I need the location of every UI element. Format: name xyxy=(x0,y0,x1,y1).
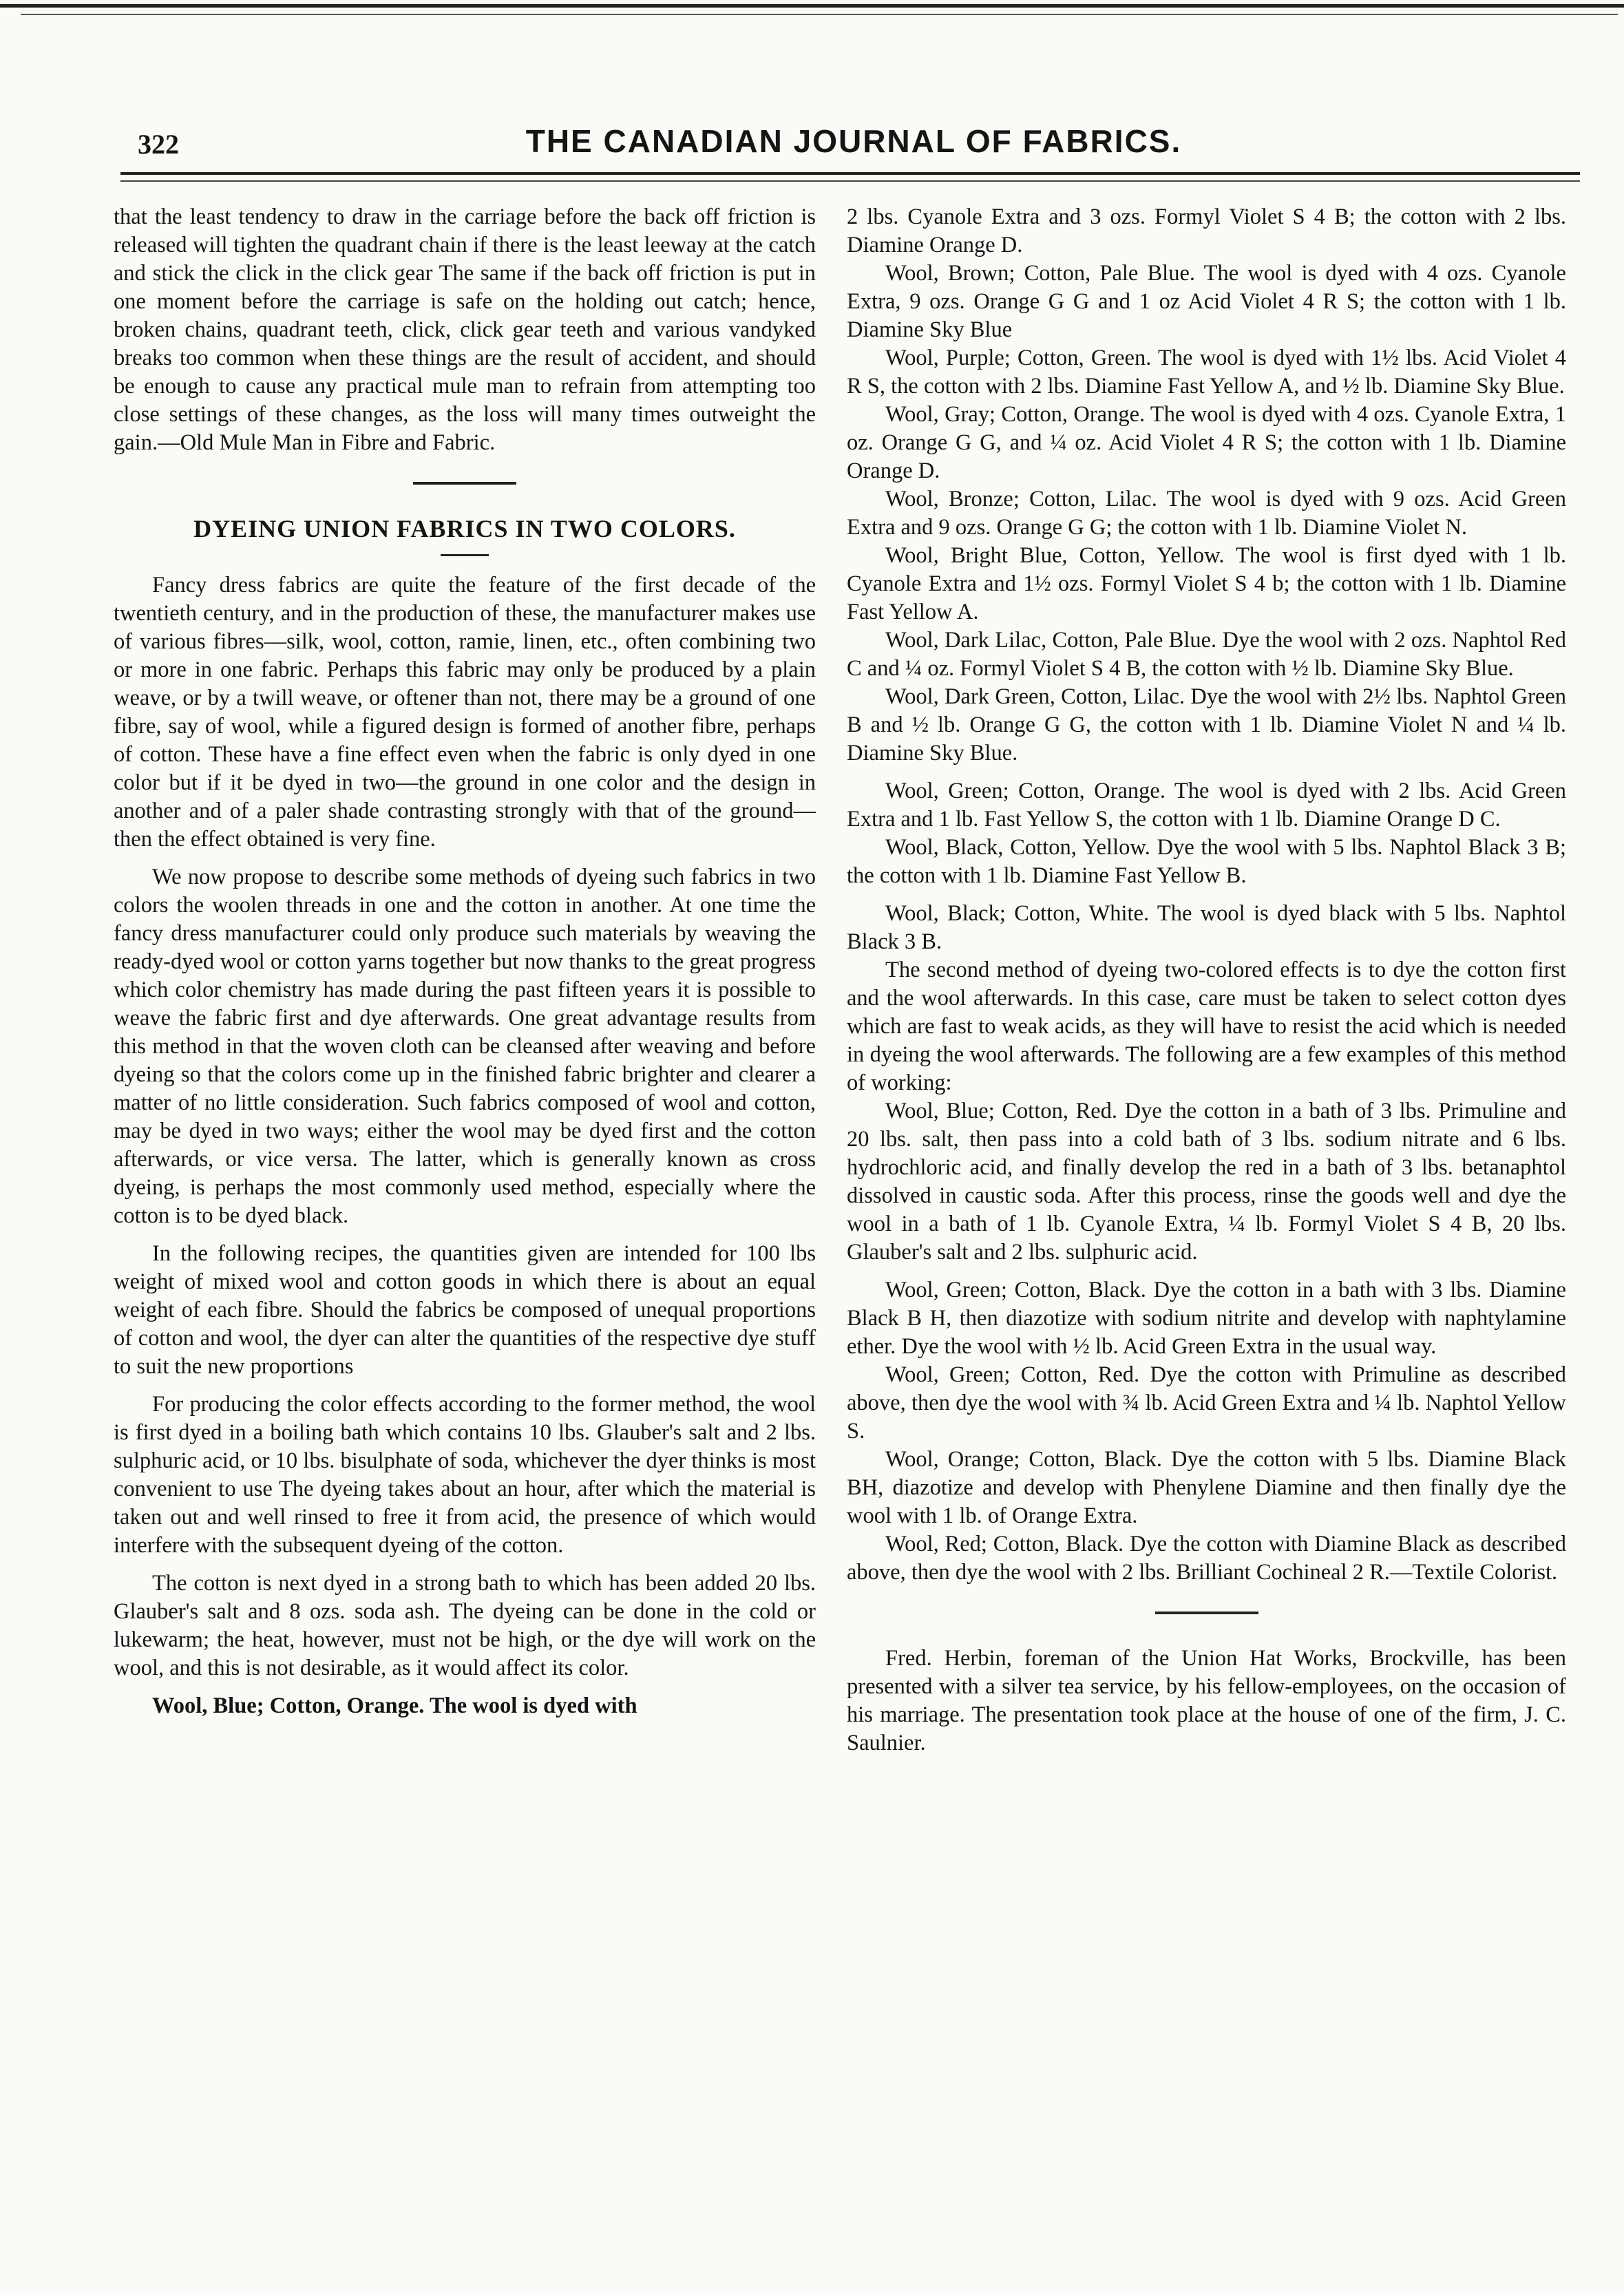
recipe-paragraph: Wool, Green; Cotton, Red. Dye the cotton with Primuline as described above, then dye the wool with ¾ lb. Acid Green Extra and ¼ lb. Naphtol Yellow S. xyxy=(847,1362,1566,1444)
recipe-paragraph: Wool, Black; Cotton, White. The wool is dyed black with 5 lbs. Naphtol Black 3 B. xyxy=(847,901,1566,954)
article-title: DYEING UNION FABRICS IN TWO COLORS. xyxy=(193,515,736,542)
recipe-paragraph: Wool, Purple; Cotton, Green. The wool is dyed with 1½ lbs. Acid Violet 4 R S, the cotton with 2 lbs. Diamine Fast Yellow A, and ½ lb. Diamine Sky Blue. xyxy=(847,346,1566,399)
page-header xyxy=(138,123,1570,178)
method-paragraph: The second method of dyeing two-colored effects is to dye the cotton first and the wool afterwards. In this case, care must be taken to select cotton dyes which are fast to weak acids, as they will have to resist the acid which is needed in dyeing the wool afterwards. The following are a few examples of this method of working: xyxy=(847,958,1566,1095)
recipe-paragraph: Wool, Bronze; Cotton, Lilac. The wool is dyed with 9 ozs. Acid Green Extra and 9 ozs. Orange G G; the cotton with 1 lb. Diamine Violet N. xyxy=(847,487,1566,540)
recipe-lead-line: Wool, Blue; Cotton, Orange. The wool is dyed with xyxy=(152,1693,637,1718)
intro-paragraph: that the least tendency to draw in the carriage before the back off friction is released will tighten the quadrant chain if there is the least leeway at the catch and stick the click in the click gear The same if the back off friction is put in one moment before the carriage is safe on the holding out catch; hence, broken chains, quadrant teeth, click, click gear teeth and various vandyked breaks too common when these things are the result of accident, and should be enough to cause any practical mule man to refrain from attempting too close settings of these changes, as the loss will many times outweight the gain.—Old Mule Man in Fibre and Fabric. xyxy=(114,204,816,455)
page-number: 322 xyxy=(138,129,179,160)
header-rule xyxy=(120,172,1580,175)
news-note: Fred. Herbin, foreman of the Union Hat Works, Brockville, has been presented with a silver tea service, by his fellow-employees, on the occasion of his marriage. The presentation took place at the house of one of the firm, J. C. Saulnier. xyxy=(847,1646,1566,1755)
title-separator xyxy=(441,554,489,556)
recipe-paragraph: Wool, Bright Blue, Cotton, Yellow. The wool is first dyed with 1 lb. Cyanole Extra and 1½ ozs. Formyl Violet S 4 b; the cotton with 1 lb. Diamine Fast Yellow A. xyxy=(847,543,1566,624)
recipe-paragraph: Wool, Green; Cotton, Orange. The wool is dyed with 2 lbs. Acid Green Extra and 1 lb. Fast Yellow S, the cotton with 1 lb. Diamine Orange D C. xyxy=(847,779,1566,832)
recipe-paragraph: Wool, Red; Cotton, Black. Dye the cotton with Diamine Black as described above, then dye the wool with 2 lbs. Brilliant Cochineal 2 R.—Textile Colorist. xyxy=(847,1532,1566,1585)
left-column xyxy=(114,203,816,1720)
recipe-paragraph: Wool, Green; Cotton, Black. Dye the cotton in a bath with 3 lbs. Diamine Black B H, then diazotize with sodium nitrite and develop with naphtylamine ether. Dye the wool with ½ lb. Acid Green Extra in the usual way. xyxy=(847,1278,1566,1359)
recipe-paragraph: Wool, Dark Lilac, Cotton, Pale Blue. Dye the wool with 2 ozs. Naphtol Red C and ¼ oz. Formyl Violet S 4 B, the cotton with ½ lb. Diamine Sky Blue. xyxy=(847,628,1566,681)
journal-title: THE CANADIAN JOURNAL OF FABRICS. xyxy=(525,123,1182,159)
body-paragraph: The cotton is next dyed in a strong bath to which has been added 20 lbs. Glauber's salt and 8 ozs. soda ash. The dyeing can be done in the cold or lukewarm; the heat, however, must not be high, or the dye will work on the wool, and this is not desirable, as it would affect its color. xyxy=(114,1571,816,1680)
recipe-paragraph: Wool, Blue; Cotton, Red. Dye the cotton in a bath of 3 lbs. Primuline and 20 lbs. salt, then pass into a cold bath of 3 lbs. sodium nitrate and 6 lbs. hydrochloric acid, and finally develop the red in a bath of 3 lbs. betanaphtol dissolved in caustic soda. After this process, rinse the goods well and dye the wool in a bath of 1 lb. Cyanole Extra, ¼ lb. Formyl Violet S 4 B, 20 lbs. Glauber's salt and 2 lbs. sulphuric acid. xyxy=(847,1099,1566,1265)
recipe-paragraph: Wool, Orange; Cotton, Black. Dye the cotton with 5 lbs. Diamine Black BH, diazotize and develop with Phenylene Diamine and then finally dye the wool with 1 lb. of Orange Extra. xyxy=(847,1447,1566,1528)
right-column xyxy=(847,203,1566,1757)
section-separator xyxy=(1155,1612,1258,1614)
body-paragraph: We now propose to describe some methods of dyeing such fabrics in two colors the woolen threads in one and the cotton in another. At one time the fancy dress manufacturer could only produce such materials by weaving the ready-dyed wool or cotton yarns together but now thanks to the great progress which color chemistry has made during the past fifteen years it is possible to weave the fabric first and dye afterwards. One great advantage results from this method in that the woven cloth can be cleansed after weaving and before dyeing so that the colors come up in the finished fabric brighter and clearer a matter of no little consideration. Such fabrics composed of wool and cotton, may be dyed in two ways; either the wool may be dyed first and the cotton afterwards, or vice versa. The latter, which is generally known as cross dyeing, is perhaps the most commonly used method, especially where the cotton is to be dyed black. xyxy=(114,865,816,1228)
body-paragraph: For producing the color effects according to the former method, the wool is first dyed in a boiling bath which contains 10 lbs. Glauber's salt and 2 lbs. sulphuric acid, or 10 lbs. bisulphate of soda, whichever the dyer thinks is most convenient to use The dyeing takes about an hour, after which the material is taken out and well rinsed to free it from acid, the presence of which would interfere with the subsequent dyeing of the cotton. xyxy=(114,1392,816,1558)
recipe-paragraph: Wool, Gray; Cotton, Orange. The wool is dyed with 4 ozs. Cyanole Extra, 1 oz. Orange G G, and ¼ oz. Acid Violet 4 R S; the cotton with 1 lb. Diamine Orange D. xyxy=(847,402,1566,483)
header-rule-thin xyxy=(120,180,1580,182)
section-separator xyxy=(413,482,516,485)
body-paragraph: Fancy dress fabrics are quite the feature of the first decade of the twentieth century, and in the production of these, the manufacturer makes use of various fibres—silk, wool, cotton, ramie, linen, etc., often combining two or more in one fabric. Perhaps this fabric may only be produced by a plain weave, or by a twill weave, or oftener than not, there may be a ground of one fibre, say of wool, while a figured design is formed of another fibre, perhaps of cotton. These have a fine effect even when the fabric is only dyed in one color but if it be dyed in two—the ground in one color and the design in another and of a paler shade contrasting strongly with that of the ground—then the effect obtained is very fine. xyxy=(114,573,816,852)
recipe-continuation: 2 lbs. Cyanole Extra and 3 ozs. Formyl Violet S 4 B; the cotton with 2 lbs. Diamine Orange D. xyxy=(847,204,1566,257)
recipe-paragraph: Wool, Brown; Cotton, Pale Blue. The wool is dyed with 4 ozs. Cyanole Extra, 9 ozs. Orange G G and 1 oz Acid Violet 4 R S; the cotton with 1 lb. Diamine Sky Blue xyxy=(847,261,1566,342)
body-paragraph: In the following recipes, the quantities given are intended for 100 lbs weight of mixed wool and cotton goods in which there is about an equal weight of each fibre. Should the fabrics be composed of unequal proportions of cotton and wool, the dyer can alter the quantities of the respective dye stuff to suit the new proportions xyxy=(114,1241,816,1379)
recipe-paragraph: Wool, Black, Cotton, Yellow. Dye the wool with 5 lbs. Naphtol Black 3 B; the cotton with 1 lb. Diamine Fast Yellow B. xyxy=(847,835,1566,888)
top-rule-thin xyxy=(21,14,1618,15)
recipe-paragraph: Wool, Dark Green, Cotton, Lilac. Dye the wool with 2½ lbs. Naphtol Green B and ½ lb. Orange G G, the cotton with 1 lb. Diamine Violet N and ¼ lb. Diamine Sky Blue. xyxy=(847,684,1566,765)
top-rule xyxy=(0,4,1624,8)
